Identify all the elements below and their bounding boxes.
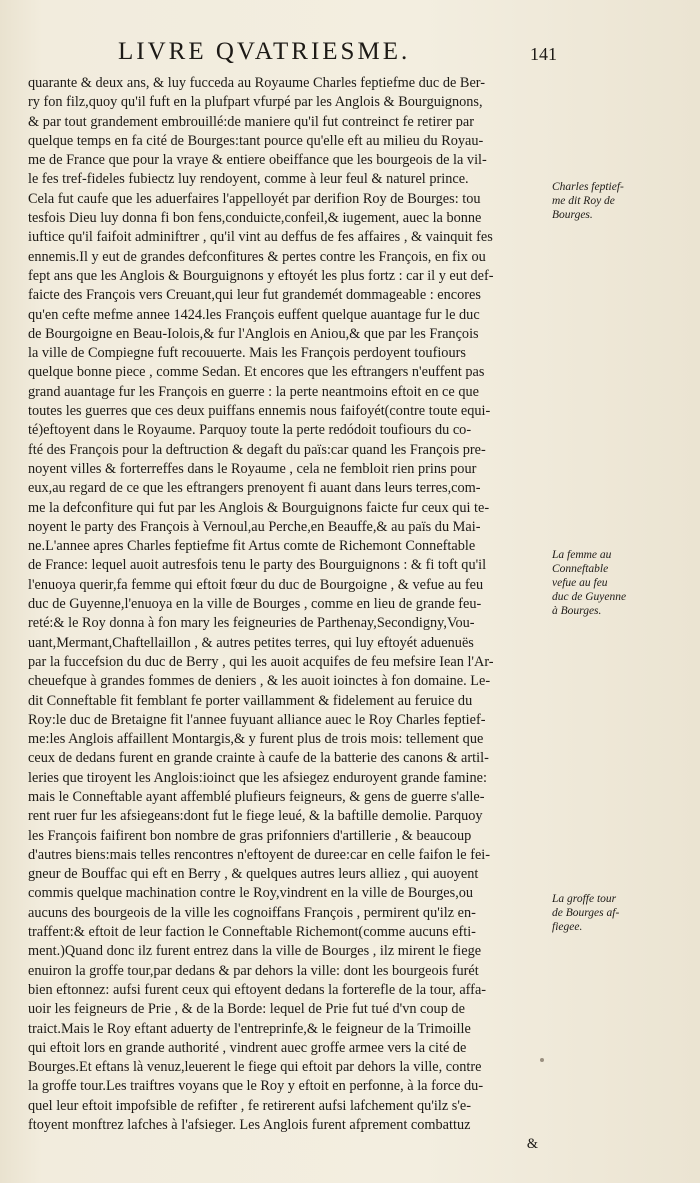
marginal-note-line: La groffe tour — [552, 893, 617, 905]
text-line: ne.L'annee apres Charles feptiefme fit Artus comte de Richemont Conneftable — [28, 538, 476, 555]
text-line: me la defconfiture qui fut par les Anglois & Bourguignons faicte fur ceux qui te- — [28, 499, 490, 516]
text-line: de France: lequel auoit autresfois tenu le party des Bourguignons : & fi toft qu'il — [28, 557, 487, 574]
text-line: les François faifirent bon nombre de gras prifonniers d'artillerie , & beaucoup — [28, 827, 472, 844]
marginal-note-line: fiegee. — [552, 921, 583, 933]
text-line: fté des François pour la deftruction & degaft du païs:car quand les François pre- — [28, 441, 486, 458]
text-line: fept ans que les Anglois & Bourguignons y eftoyét les plus fortz : car il y eut def- — [28, 267, 494, 284]
page-number: 141 — [530, 44, 557, 64]
paper-speck — [540, 1058, 544, 1062]
text-line: d'autres biens:mais telles rencontres n'eftoyent de duree:car en celle faifon le fei- — [28, 846, 491, 863]
text-line: toutes les guerres que ces deux puiffans ennemis nous faifoyét(contre toute equi- — [28, 403, 491, 420]
marginal-note-line: Bourges. — [552, 209, 593, 221]
text-line: aucuns des bourgeois de la ville les cognoiffans François , permirent qu'ilz en- — [28, 904, 476, 921]
catchword: & — [526, 1136, 538, 1153]
marginal-note-line: vefue au feu — [552, 577, 608, 589]
marginal-note-line: me dit Roy de — [552, 195, 615, 207]
text-line: le fes tref-fideles fubiectz luy rendoyent, comme à leur feul & naturel prince. — [28, 171, 469, 188]
text-line: iuftice qu'il faifoit adminiftrer , qu'il vint au deffus de fes affaires , & vainquit fes — [28, 229, 493, 246]
text-line: la ville de Compiegne fuft recouuerte. Mais les François perdoyent toufiours — [28, 345, 466, 362]
text-line: la groffe tour.Les traiftres voyans que le Roy y eftoit en perfonne, à la force du- — [28, 1078, 484, 1095]
text-line: rent ruer fur les afsiegeans:dont fut le fiege leué, & la baftille demolie. Parquoy — [28, 808, 483, 825]
text-line: par la fuccefsion du duc de Berry , qui les auoit acquifes de feu mefsire Iean l'Ar- — [28, 653, 494, 670]
text-line: tesfois Dieu luy donna fi bon fens,conduicte,confeil,& iugement, auec la bonne — [28, 210, 482, 227]
text-line: & par tout grandement embrouillé:de maniere qu'il fut contreinct fe retirer par — [28, 113, 474, 130]
text-line: quarante & deux ans, & luy fucceda au Royaume Charles feptiefme duc de Ber- — [28, 75, 486, 91]
text-line: eux,au regard de ce que les eftrangers prenoyent fi auant dans leurs terres,com- — [28, 480, 481, 497]
text-line: ennemis.Il y eut de grandes defconfitures & pertes contre les François, en fix ou — [28, 248, 486, 265]
marginal-note-line: Conneftable — [552, 563, 609, 575]
marginal-note-line: à Bourges. — [552, 605, 602, 617]
text-line: mais le Conneftable ayant affemblé plufieurs feigneurs, & gens de guerre s'alle- — [28, 788, 485, 805]
text-line: ment.)Quand donc ilz furent entrez dans la ville de Bourges , ilz mirent le fiege — [28, 943, 482, 960]
marginal-note-line: Charles feptief- — [552, 181, 624, 193]
text-line: traict.Mais le Roy eftant aduerty de l'entreprinfe,& le feigneur de la Trimoille — [28, 1020, 471, 1037]
text-line: uoir les feigneurs de Prie , & de la Borde: lequel de Prie fut tué d'vn coup de — [28, 1001, 465, 1018]
text-line: quelque temps en fa cité de Bourges:tant pource qu'elle eft au milieu du Royau- — [28, 132, 484, 149]
text-line: traffent:& eftoit de leur faction le Conneftable Richemont(comme aucuns efti- — [28, 924, 476, 941]
text-line: ceux de dedans furent en grande crainte à caufe de la batterie des canons & artil- — [28, 750, 489, 767]
text-line: noyent villes & forterreffes dans le Royaume , cela ne fembloit rien prins pour — [28, 460, 477, 477]
text-line: bien eftonnez: aufsi furent ceux qui eftoyent dedans la forterefle de la tour, affa- — [28, 981, 487, 998]
text-line: commis quelque machination contre le Roy,vindrent en la ville de Bourges,ou — [28, 885, 474, 902]
text-line: l'enuoya querir,fa femme qui eftoit fœur du duc de Bourgoigne , & vefue au feu — [28, 576, 484, 593]
text-line: duc de Guyenne,l'enuoya en la ville de Bourges , comme en lieu de grande feu- — [28, 596, 482, 613]
marginal-note-tour — [552, 892, 698, 934]
text-line: leries que tiroyent les Anglois:ioinct que les afsiegez enduroyent grande famine: — [28, 769, 487, 786]
running-head: LIVRE QVATRIESME. — [118, 38, 411, 65]
text-line: grand auantage fur les François en guerre : la perte neantmoins eftoit en ce que — [28, 383, 479, 400]
marginal-note-charles — [552, 180, 698, 222]
marginal-note-line: duc de Guyenne — [552, 591, 627, 603]
text-line: me de France que pour la vraye & entiere obeiffance que les bourgeois de la vil- — [28, 152, 487, 169]
text-line: Roy:le duc de Bretaigne fit l'annee fuyuant alliance auec le Roy Charles feptief- — [28, 711, 486, 728]
marginal-note-line: de Bourges af- — [552, 907, 620, 919]
marginal-note-line: La femme au — [552, 549, 612, 561]
text-line: Cela fut caufe que les aduerfaires l'appelloyét par derifion Roy de Bourges: tou — [28, 190, 481, 207]
text-line: cheuefque à grandes fommes de deniers , & les auoit ioinctes à fon domaine. Le- — [28, 673, 491, 690]
text-line: gneur de Bouffac qui eft en Berry , & quelques autres leurs alliez , qui auoyent — [28, 866, 479, 883]
body-text — [28, 74, 548, 1155]
text-line: ftoyent monftrez lafches à l'afsieger. Les Anglois furent afprement combattuz — [28, 1117, 471, 1134]
text-line: enuiron la groffe tour,par dedans & par dehors la ville: dont les bourgeois furét — [28, 962, 479, 979]
text-line: noyent le party des François à Vernoul,au Perche,en Beauffe,& au païs du Mai- — [28, 518, 481, 535]
text-line: Bourges.Et eftans là venuz,leuerent le fiege qui eftoit par dehors la ville, contre — [28, 1059, 482, 1076]
text-line: ry fon filz,quoy qu'il fuft en la plufpart vfurpé par les Anglois & Bourguignons, — [28, 94, 483, 111]
text-line: me:les Anglois affaillent Montargis,& y furent plus de trois mois: tellement que — [28, 731, 484, 748]
text-line: reté:& le Roy donna à fon mary les feigneuries de Parthenay,Secondigny,Vou- — [28, 615, 475, 632]
text-line: faicte des François vers Creuant,qui leur fut grandemét dommageable : encores — [28, 287, 481, 304]
text-line: dit Conneftable fit femblant fe porter vaillamment & fidelement au feruice du — [28, 692, 473, 709]
text-line: quel leur eftoit impofsible de refifter , fe retirerent aufsi lafchement qu'ilz s'e- — [28, 1097, 472, 1114]
text-line: de Bourgoigne en Beau-Iolois,& fur l'Anglois en Aniou,& que par les François — [28, 325, 479, 342]
text-line: té)eftoyent dans le Royaume. Parquoy toute la perte redódoit toufiours du co- — [28, 422, 472, 439]
text-line: qu'en cefte mefme annee 1424.les François euffent quelque auantage fur le duc — [28, 306, 480, 323]
text-line: quelque bonne piece , comme Sedan. Et encores que les eftrangers n'euffent pas — [28, 364, 485, 381]
text-line: qui eftoit lors en grande authorité , vindrent auec groffe armee vers la cité de — [28, 1039, 467, 1056]
marginal-note-femme — [552, 548, 698, 618]
text-line: uant,Mermant,Chaftellaillon , & autres petites terres, qui luy eftoyét aduenuës — [28, 634, 474, 651]
